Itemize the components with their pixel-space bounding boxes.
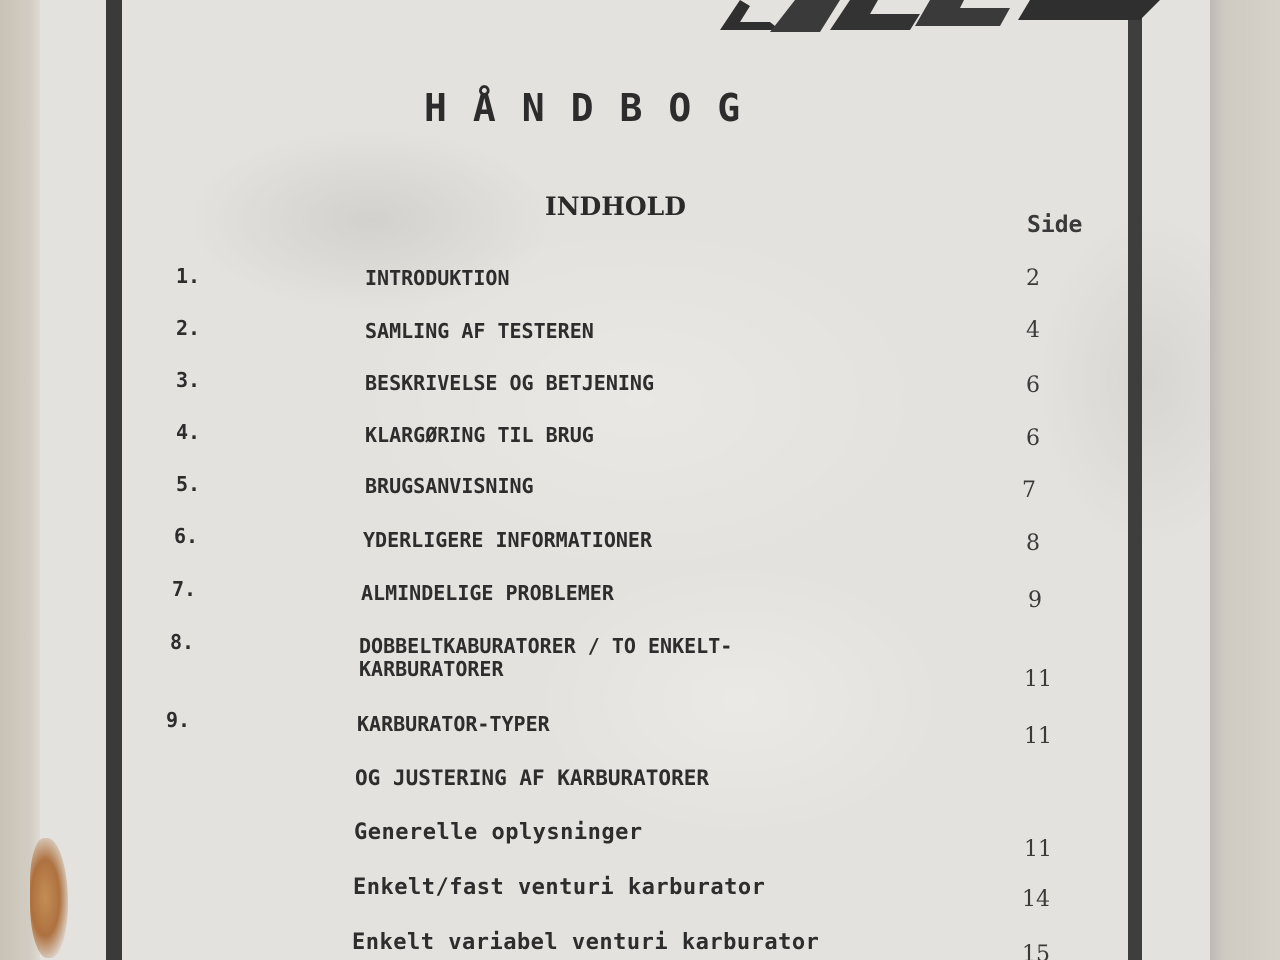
toc-sub-entry-text: Enkelt/fast venturi karburator	[353, 875, 766, 900]
toc-entry-text: BESKRIVELSE OG BETJENING	[365, 371, 654, 395]
toc-entry-text: ALMINDELIGE PROBLEMER	[361, 581, 614, 605]
toc-page-number: 4	[1026, 318, 1040, 343]
page-border-left	[106, 0, 122, 960]
toc-page-number: 14	[1022, 887, 1050, 912]
toc-page-number: 11	[1024, 724, 1052, 749]
toc-page-number: 2	[1026, 266, 1040, 291]
contents-heading: INDHOLD	[545, 192, 686, 221]
toc-number: 1.	[176, 264, 201, 288]
toc-page-number: 15	[1022, 942, 1050, 960]
toc-number: 5.	[176, 472, 201, 496]
toc-entry-text-line2: KARBURATORER	[359, 657, 504, 681]
toc-number: 3.	[176, 368, 201, 392]
toc-entry-text: KLARGØRING TIL BRUG	[365, 423, 594, 447]
toc-sub-entry-text: OG JUSTERING AF KARBURATORER	[355, 766, 710, 790]
toc-entry-text: DOBBELTKABURATORER / TO ENKELT-	[359, 634, 733, 658]
toc-page-number: 9	[1028, 588, 1042, 613]
toc-entry-text: SAMLING AF TESTEREN	[365, 319, 594, 343]
toc-page-number: 6	[1026, 426, 1040, 451]
toc-page-number: 6	[1026, 373, 1040, 398]
toc-page-number: 7	[1022, 478, 1036, 503]
toc-page-number: 8	[1026, 531, 1040, 556]
toc-sub-entry-text: Generelle oplysninger	[354, 820, 643, 845]
brand-logo-fragment	[700, 0, 1170, 34]
toc-page-number: 11	[1024, 667, 1052, 692]
toc-number: 6.	[174, 524, 199, 548]
background-surface	[1205, 0, 1280, 960]
toc-number: 2.	[176, 316, 201, 340]
page-column-header: Side	[1027, 212, 1083, 238]
toc-entry-text: YDERLIGERE INFORMATIONER	[363, 528, 652, 552]
toc-number: 7.	[172, 577, 197, 601]
toc-entry-text: BRUGSANVISNING	[365, 474, 534, 498]
toc-entry-text: INTRODUKTION	[365, 266, 510, 290]
toc-number: 8.	[170, 630, 195, 654]
toc-entry-text: KARBURATOR-TYPER	[357, 712, 550, 736]
page-border-right	[1128, 10, 1142, 960]
toc-sub-entry-text: Enkelt variabel venturi karburator	[352, 930, 820, 955]
toc-number: 9.	[166, 708, 191, 732]
toc-number: 4.	[176, 420, 201, 444]
toc-page-number: 11	[1024, 837, 1052, 862]
manual-title: HÅNDBOG	[424, 86, 767, 130]
